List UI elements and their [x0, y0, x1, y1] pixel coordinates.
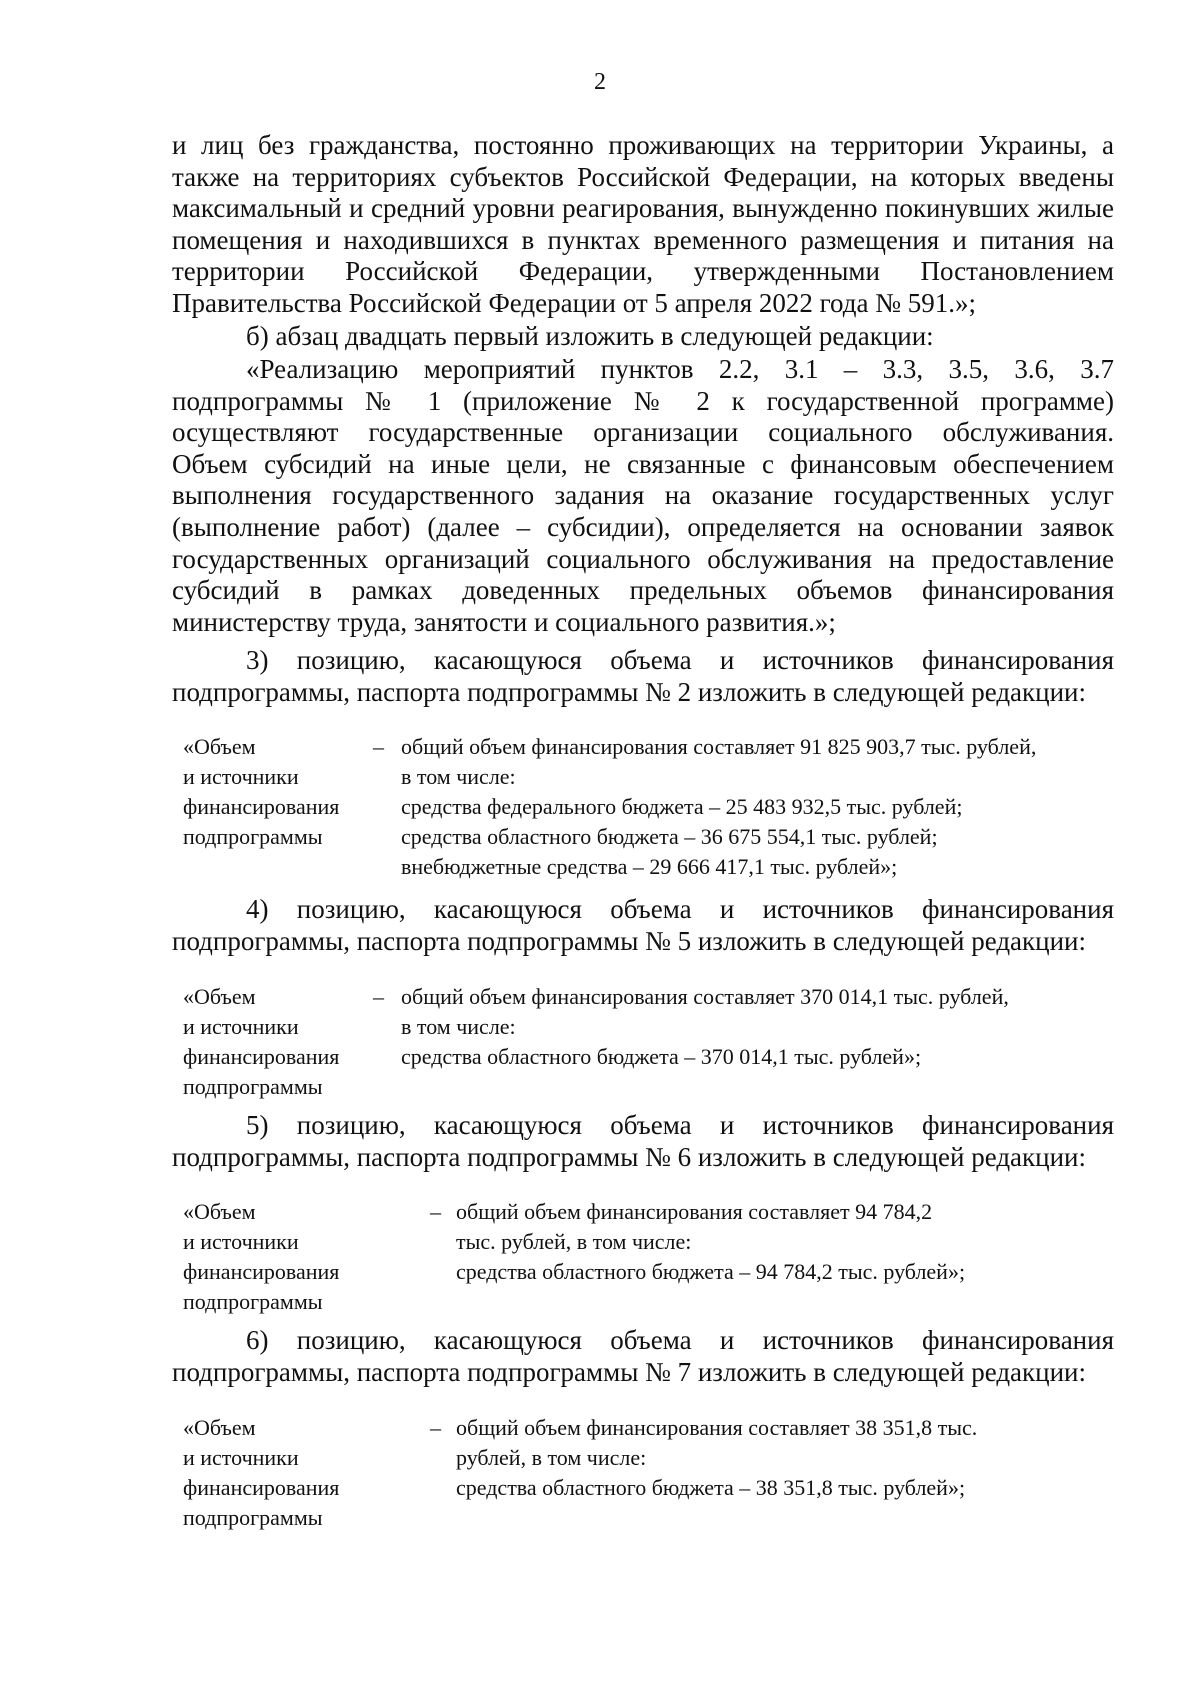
item-3-line: 3) позицию, касающуюся объема и источников финансирования — [246, 645, 1114, 675]
value-line: в том числе: — [401, 764, 516, 789]
label-line: подпрограммы — [183, 1289, 323, 1314]
passport-value — [401, 732, 1121, 882]
passport-value — [456, 1413, 1076, 1503]
passport-dash: – — [430, 1199, 441, 1224]
label-line: финансирования — [183, 1259, 340, 1284]
item-3-line: подпрограммы, паспорта подпрограммы № 2 изложить в следующей редакции: — [172, 676, 1087, 707]
quote-line: Объем субсидий на иные цели, не связанные с финансовым обеспечением — [172, 448, 1114, 479]
quote-line: министерству труда, занятости и социального развития.»; — [172, 606, 836, 637]
label-line: «Объем — [183, 734, 256, 759]
label-line: финансирования — [183, 1044, 340, 1069]
value-line: средства областного бюджета – 370 014,1 тыс. рублей»; — [401, 1044, 922, 1069]
value-line: средства областного бюджета – 94 784,2 тыс. рублей»; — [456, 1259, 966, 1284]
label-line: «Объем — [183, 1199, 256, 1224]
value-line: рублей, в том числе: — [456, 1445, 647, 1470]
label-line: подпрограммы — [183, 1074, 323, 1099]
label-line: финансирования — [183, 1475, 340, 1500]
value-line: общий объем финансирования составляет 91 825 903,7 тыс. рублей, — [401, 734, 1037, 759]
quote-line: «Реализацию мероприятий пунктов 2.2, 3.1 – 3.3, 3.5, 3.6, 3.7 — [246, 354, 1114, 384]
quote-paragraph — [172, 354, 1114, 638]
item-5-line: 5) позицию, касающуюся объема и источников финансирования — [246, 1110, 1114, 1140]
item-6-line: 6) позицию, касающуюся объема и источников финансирования — [246, 1325, 1114, 1355]
label-line: «Объем — [183, 984, 256, 1009]
passport-label — [183, 1413, 363, 1533]
intro-line: максимальный и средний уровни реагирования, вынужденно покинувших жилые — [172, 193, 1114, 224]
intro-paragraph — [172, 130, 1114, 320]
item-4-paragraph — [172, 894, 1114, 957]
passport-table-5 — [183, 982, 1103, 1106]
item-b-paragraph — [172, 321, 1114, 353]
quote-line: субсидий в рамках доведенных предельных объемов финансирования — [172, 575, 1114, 606]
item-3-paragraph — [172, 645, 1114, 708]
item-4-line: подпрограммы, паспорта подпрограммы № 5 изложить в следующей редакции: — [172, 925, 1087, 956]
quote-line: осуществляют государственные организации социального обслуживания. — [172, 417, 1114, 448]
intro-line: территории Российской Федерации, утвержденными Постановлением — [172, 256, 1114, 287]
item-4-line: 4) позицию, касающуюся объема и источников финансирования — [246, 894, 1114, 924]
passport-table-6 — [183, 1197, 1103, 1321]
intro-line: Правительства Российской Федерации от 5 апреля 2022 года № 591.»; — [172, 287, 976, 318]
passport-dash: – — [373, 734, 384, 759]
value-line: общий объем финансирования составляет 94 784,2 — [456, 1199, 933, 1224]
item-5-line: подпрограммы, паспорта подпрограммы № 6 изложить в следующей редакции: — [172, 1141, 1087, 1172]
label-line: финансирования — [183, 794, 340, 819]
value-line: внебюджетные средства – 29 666 417,1 тыс. рублей»; — [401, 854, 898, 879]
passport-dash: – — [430, 1415, 441, 1440]
value-line: общий объем финансирования составляет 370 014,1 тыс. рублей, — [401, 984, 1009, 1009]
value-line: средства областного бюджета – 36 675 554,1 тыс. рублей; — [401, 824, 938, 849]
item-6-paragraph — [172, 1325, 1114, 1388]
label-line: и источники — [183, 764, 299, 789]
value-line: тыс. рублей, в том числе: — [456, 1229, 692, 1254]
passport-value — [401, 982, 1101, 1072]
label-line: и источники — [183, 1445, 299, 1470]
value-line: средства федерального бюджета – 25 483 932,5 тыс. рублей; — [401, 794, 963, 819]
value-line: в том числе: — [401, 1014, 516, 1039]
quote-line: государственных организаций социального обслуживания на предоставление — [172, 543, 1114, 574]
label-line: подпрограммы — [183, 824, 323, 849]
value-line: общий объем финансирования составляет 38 351,8 тыс. — [456, 1415, 978, 1440]
quote-line: (выполнение работ) (далее – субсидии), определяется на основании заявок — [172, 511, 1114, 542]
passport-value — [456, 1197, 1076, 1287]
intro-line: и лиц без гражданства, постоянно проживающих на территории Украины, а — [172, 130, 1114, 160]
item-b-line: б) абзац двадцать первый изложить в следующей редакции: — [246, 321, 934, 351]
passport-label — [183, 982, 363, 1102]
label-line: и источники — [183, 1229, 299, 1254]
value-line: средства областного бюджета – 38 351,8 тыс. рублей»; — [456, 1475, 966, 1500]
intro-line: помещения и находившихся в пунктах временного размещения и питания на — [172, 224, 1114, 255]
passport-table-2 — [183, 732, 1103, 892]
passport-dash: – — [373, 984, 384, 1009]
item-6-line: подпрограммы, паспорта подпрограммы № 7 изложить в следующей редакции: — [172, 1356, 1087, 1387]
label-line: подпрограммы — [183, 1505, 323, 1530]
passport-label — [183, 1197, 363, 1317]
label-line: и источники — [183, 1014, 299, 1039]
quote-line: подпрограммы № 1 (приложение № 2 к государственной программе) — [172, 385, 1114, 416]
item-5-paragraph — [172, 1110, 1114, 1173]
quote-line: выполнения государственного задания на оказание государственных услуг — [172, 480, 1114, 511]
passport-table-7 — [183, 1413, 1103, 1537]
page-number: 2 — [594, 69, 606, 95]
label-line: «Объем — [183, 1415, 256, 1440]
passport-label — [183, 732, 363, 852]
intro-line: также на территориях субъектов Российской Федерации, на которых введены — [172, 161, 1114, 192]
